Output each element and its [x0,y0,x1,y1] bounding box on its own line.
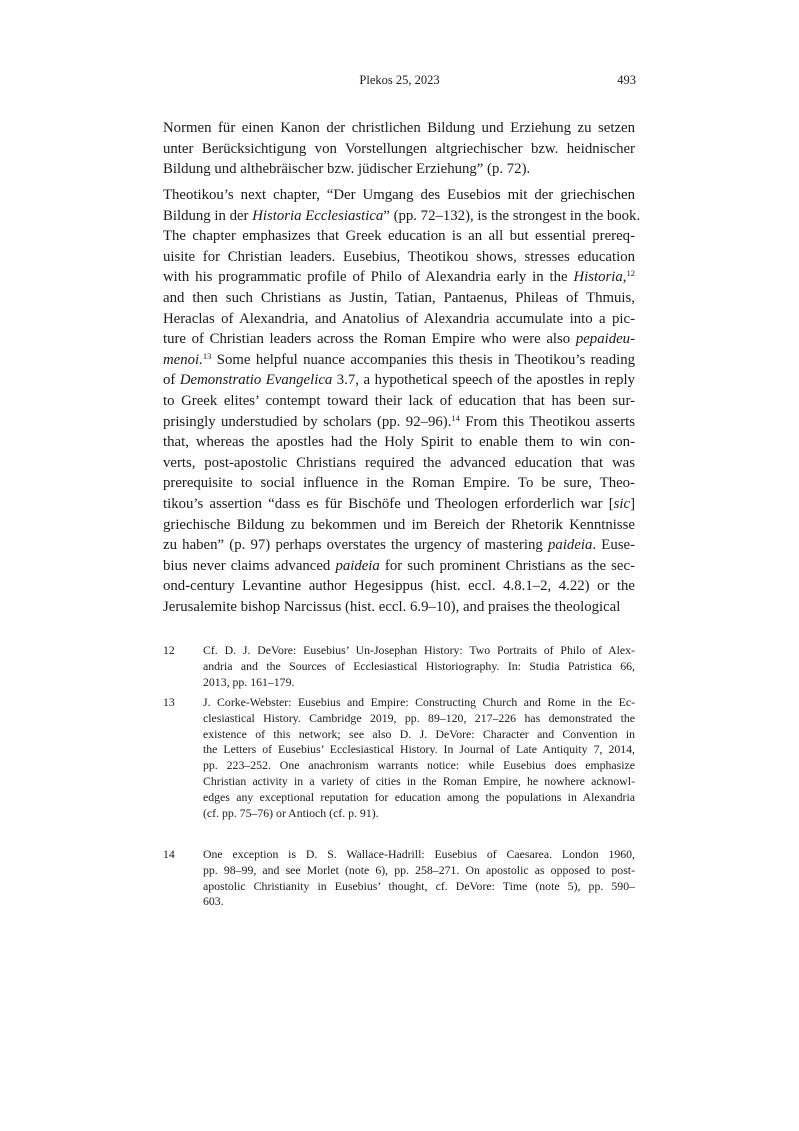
running-header: Plekos 25, 2023 [359,73,440,87]
text-line [163,370,635,391]
text-line [163,556,635,577]
footnote-line: pp. 223–252. One anachronism warrants notice: while Eusebius does emphasize [203,758,635,773]
text-segment: ture of Christian leaders across the Roman Empire who were also [163,331,576,348]
text-line [163,288,635,309]
text-line [163,159,635,180]
text-segment: ] [630,495,635,512]
text-segment: . Euse- [592,537,636,554]
text-segment: Bildung in der [163,207,253,224]
italic-text: Demonstratio Evangelica [179,372,333,389]
text-segment: Normen für einen Kanon der christlichen Bildung und Erziehung zu setzen [163,120,635,136]
italic-text: sic [613,495,631,512]
text-segment: bius never claims advanced [163,557,336,574]
text-line [163,453,635,474]
footnote-line: Christian activity in a variety of cities in the Roman Empire, he nowhere acknowl- [203,773,635,788]
footnote-line: clesiastical History. Cambridge 2019, pp. 89–120, 217–226 has demonstrated the [203,710,635,725]
text-line [163,473,635,494]
footnote-ref[interactable]: 13 [202,350,212,361]
text-segment: Theotikou’s next chapter, “Der Umgang des Eusebios mit der griechischen [163,187,635,203]
text-segment: ond-century Levantine author Hegesippus (hist. eccl. 4.8.1–2, 4.22) or the [163,578,635,595]
text-segment: Bildung und althebräischer bzw. jüdischer Erziehung” (p. 72). [163,161,531,178]
text-line [163,139,635,160]
footnote-line: J. Corke-Webster: Eusebius and Empire: Constructing Church and Rome in the Ec- [203,695,635,709]
footnote-ref[interactable]: 14 [451,412,460,423]
page-number: 493 [617,73,636,87]
italic-text: paideia [335,557,380,574]
text-segment: uisite for Christian leaders. Eusebius, Theotikou shows, stresses education [163,248,635,265]
text-segment: 3.7, a hypothetical speech of the apostles in reply [332,372,635,389]
text-line [163,267,635,288]
footnote-text [203,695,635,821]
italic-text: menoi. [163,351,203,368]
text-segment: that, whereas the apostles had the Holy Spirit to enable them to win con- [163,434,635,451]
text-line [163,412,635,433]
text-line [163,535,635,556]
text-segment: prisingly understudied by scholars (pp. 92–96). [163,413,452,430]
text-segment: The chapter emphasizes that Greek education is an all but essential prereq- [163,228,635,245]
text-segment: Some helpful nuance accompanies this thesis in Theotikou’s reading [211,351,635,368]
text-segment: tikou’s assertion “dass es für Bischöfe und Theologen erforderlich war [ [163,495,614,512]
text-segment: griechische Bildung zu bekommen und im Bereich der Rhetorik Kenntnisse [163,516,635,533]
text-segment: From this Theotikou asserts [459,413,635,430]
footnote-line: Cf. D. J. DeVore: Eusebius’ Un-Josephan History: Two Portraits of Philo of Alex- [203,643,635,657]
paragraph-2 [163,185,641,617]
footnote-line: 2013, pp. 161–179. [203,674,295,689]
text-segment: unter Berücksichtigung von Vorstellungen altgriechischer bzw. heidnischer [163,140,635,157]
text-line [163,576,635,597]
italic-text: Historia [573,269,623,286]
footnote-number: 12 [163,643,175,657]
text-segment: with his programmatic profile of Philo of Alexandria early in the [163,269,574,286]
text-segment: Heraclas of Alexandria, and Anatolius of Alexandria accumulate into a pic- [163,310,635,327]
footnote-line: edges any exceptional reputation for education among the populations in Alexandria [203,789,635,804]
text-segment: Jerusalemite bishop Narcissus (hist. eccl. 6.9–10), and praises the theological [163,598,621,615]
text-segment: ” (pp. 72–132), is the strongest in the book. [383,207,641,224]
text-line [163,226,635,247]
text-segment: prerequisite to social influence in the Roman Empire. To be sure, Theo- [163,475,635,492]
text-line [163,206,641,227]
paragraph-1 [163,118,635,180]
footnote-number: 13 [163,695,175,709]
footnote-line: the Letters of Eusebius’ Ecclesiastical History. In Journal of Late Antiquity 7, 2014, [203,742,635,757]
italic-text: pepaideu- [575,331,635,348]
footnote-text [203,847,635,910]
italic-text: Historia Ecclesiastica [252,207,384,224]
footnote-line: existence of this network; see also D. J. DeVore: Character and Convention in [203,726,635,741]
text-line [163,494,635,515]
text-line [163,432,635,453]
footnote-line: 603. [203,894,224,909]
text-line [163,329,635,350]
text-line [163,118,635,139]
text-segment: , [622,269,627,286]
italic-text: paideia [548,537,593,554]
text-segment: zu haben” (p. 97) perhaps overstates the urgency of mastering [163,537,549,554]
text-line [163,185,635,206]
footnote-line: pp. 98–99, and see Morlet (note 6), pp. 258–271. On apostolic as opposed to post- [203,862,635,877]
footnote-line: apostolic Christianity in Eusebius’ thought, cf. DeVore: Time (note 5), pp. 590– [203,878,635,893]
text-line [163,247,635,268]
footnote-ref[interactable]: 12 [626,268,635,279]
text-line [163,515,635,536]
footnote-text [203,643,635,690]
footnote-line: andria and the Sources of Ecclesiastical Historiography. In: Studia Patristica 66, [203,658,635,673]
text-segment: of [163,372,180,389]
text-line [163,597,635,618]
text-segment: to Greek elites’ contempt toward their lack of education that has been sur- [163,392,635,409]
text-segment: verts, post-apostolic Christians required the advanced education that was [163,454,635,471]
text-line [163,391,635,412]
footnote-number: 14 [163,847,175,861]
text-segment: for such prominent Christians as the sec- [379,557,635,574]
text-line [163,309,635,330]
text-segment: and then such Christians as Justin, Tatian, Pantaenus, Phileas of Thmuis, [163,289,635,306]
footnote-line: One exception is D. S. Wallace-Hadrill: Eusebius of Caesarea. London 1960, [203,847,635,861]
footnote-line: (cf. pp. 75–76) or Antioch (cf. p. 91). [203,805,379,820]
text-line [163,350,635,371]
